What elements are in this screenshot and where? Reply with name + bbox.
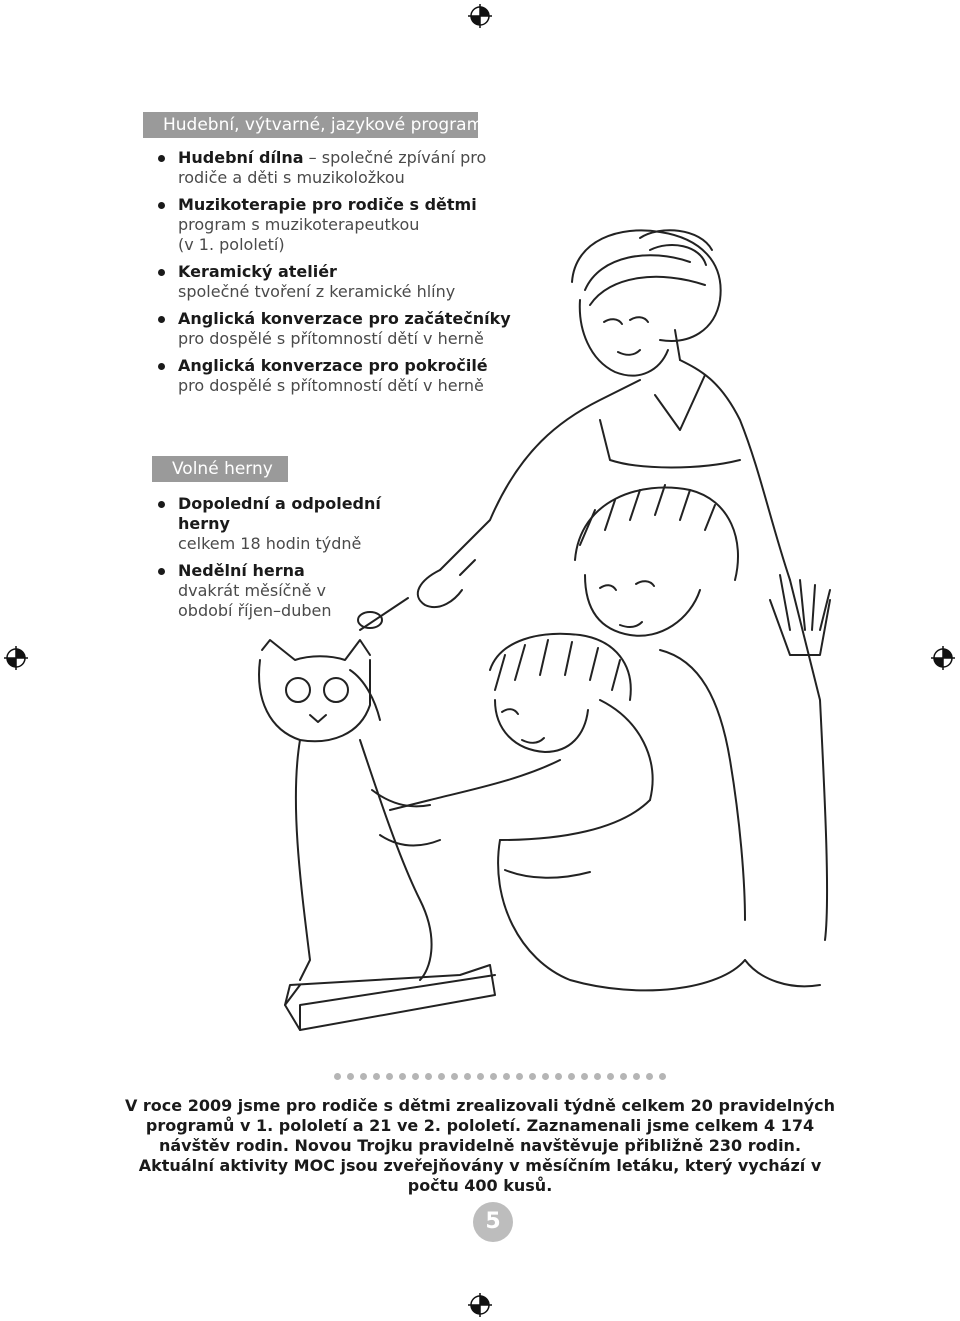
list-item: Dopolední a odpolední herny celkem 18 hodin týdně bbox=[156, 494, 436, 554]
list-item: Anglická konverzace pro pokročilé pro dospělé s přítomností dětí v herně bbox=[156, 356, 516, 396]
bullet-icon bbox=[158, 269, 165, 276]
bullet-icon bbox=[158, 155, 165, 162]
summary-paragraph: V roce 2009 jsme pro rodiče s dětmi zrealizovali týdně celkem 20 pravidelných programů v 1. pololetí a 21 ve 2. pololetí. Zaznamenali jsme celkem 4 174 návštěv rodin. Novou Trojku pravidelně navštěvuje přibližně 230 rodin. Aktuální aktivity MOC jsou zveřejňovány v měsíčním letáku, který vychází v počtu 400 kusů. bbox=[124, 1096, 836, 1195]
programs-list bbox=[156, 148, 516, 403]
list-item: Keramický ateliér společné tvoření z keramické hlíny bbox=[156, 262, 516, 302]
bullet-icon bbox=[158, 568, 165, 575]
page-number: 5 bbox=[473, 1202, 513, 1242]
bullet-icon bbox=[158, 363, 165, 370]
list-item: Nedělní herna dvakrát měsíčně v období říjen–duben bbox=[156, 561, 436, 621]
section-heading-play-rooms: Volné herny bbox=[152, 456, 288, 482]
bullet-icon bbox=[158, 316, 165, 323]
bullet-icon bbox=[158, 202, 165, 209]
play-rooms-list bbox=[156, 494, 436, 628]
section-heading-programs: Hudební, výtvarné, jazykové programy bbox=[143, 112, 478, 138]
list-item: Muzikoterapie pro rodiče s dětmi program s muzikoterapeutkou (v 1. pololetí) bbox=[156, 195, 516, 255]
bullet-icon bbox=[158, 501, 165, 508]
dotted-separator bbox=[334, 1073, 666, 1080]
list-item: Anglická konverzace pro začátečníky pro dospělé s přítomností dětí v herně bbox=[156, 309, 516, 349]
list-item: Hudební dílna – společné zpívání pro rodiče a děti s muzikoložkou bbox=[156, 148, 516, 188]
